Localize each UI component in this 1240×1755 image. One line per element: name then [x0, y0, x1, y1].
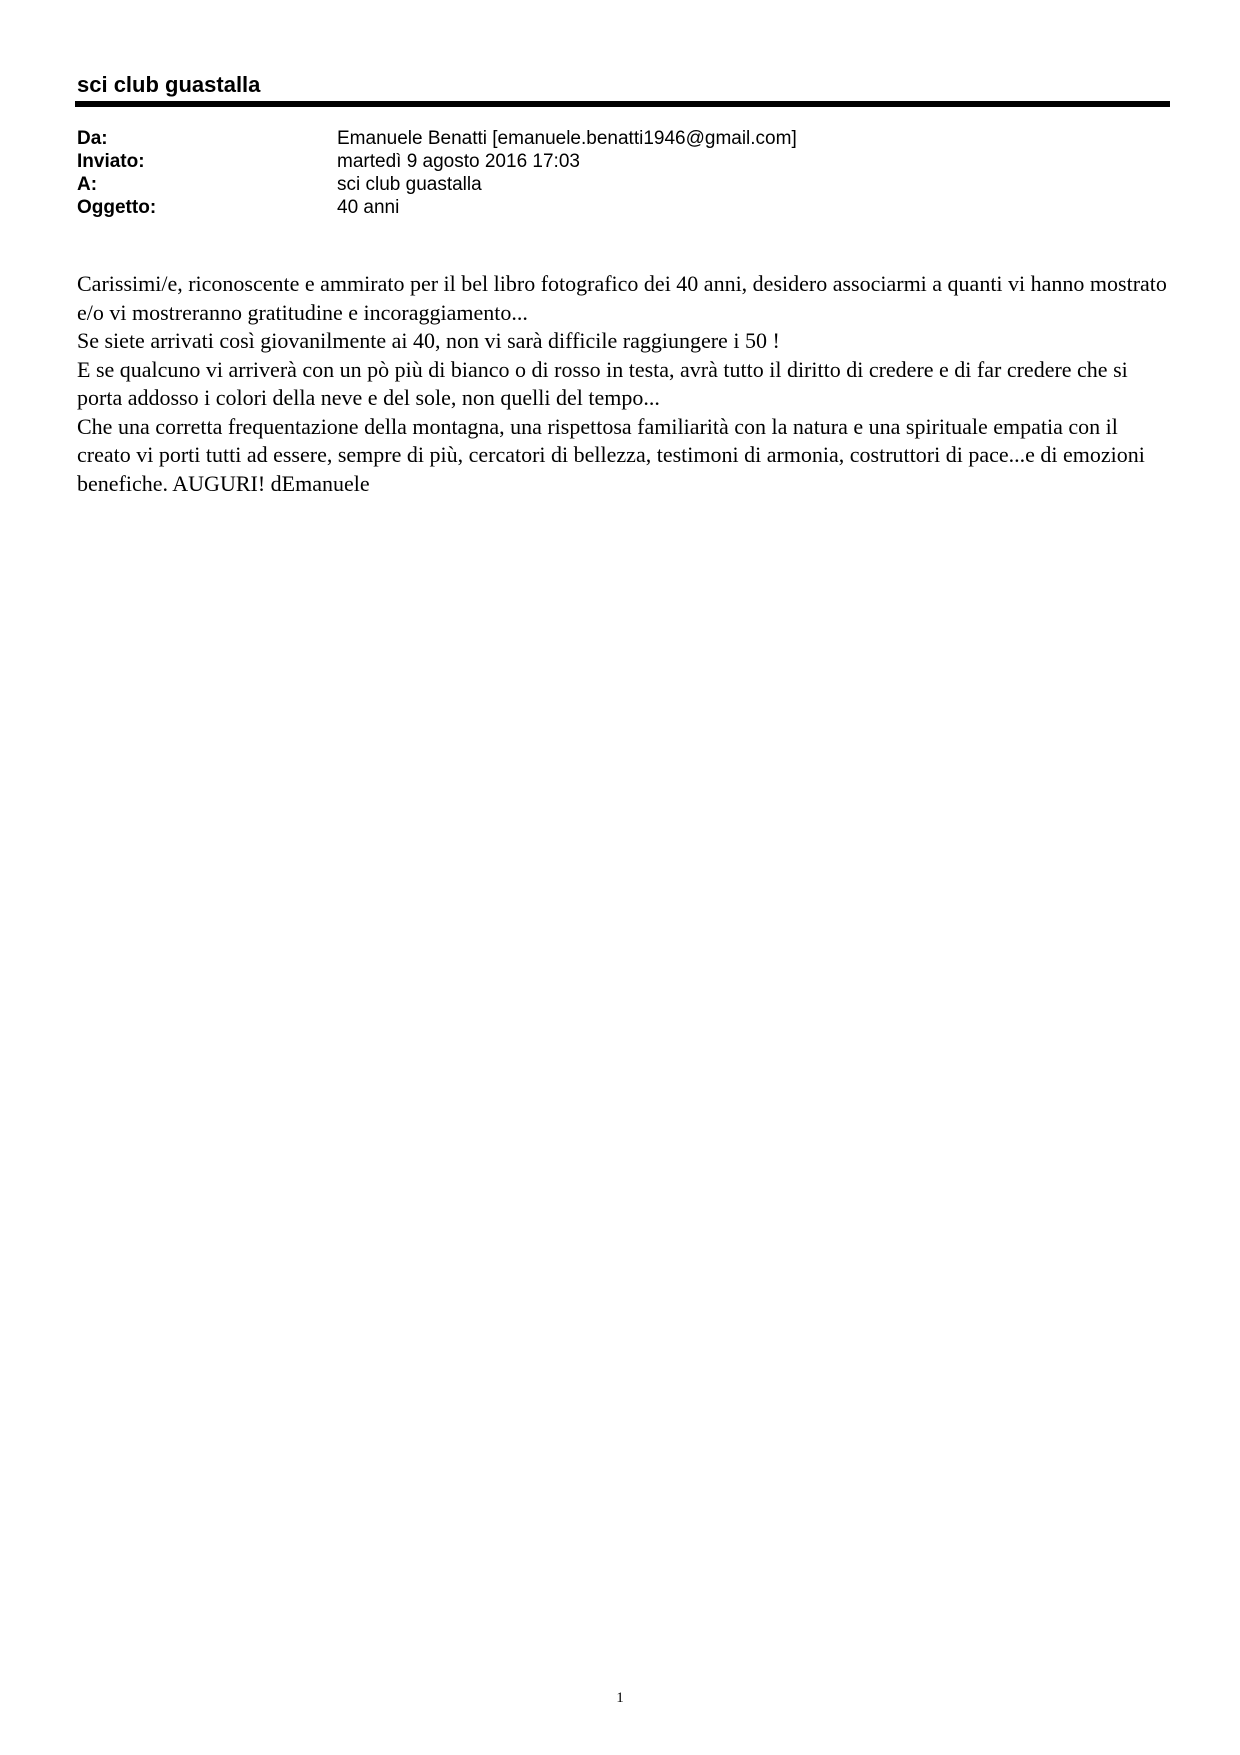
- mailbox-title: sci club guastalla: [77, 72, 261, 97]
- body-paragraph: Se siete arrivati così giovanilmente ai 40, non vi sarà difficile raggiungere i 50 !: [77, 328, 780, 353]
- title-divider: [75, 101, 1170, 107]
- from-label: Da:: [77, 128, 108, 149]
- from-value: Emanuele Benatti [emanuele.benatti1946@gmail.com]: [337, 128, 797, 149]
- page-number: 1: [616, 1690, 624, 1706]
- sent-label: Inviato:: [77, 151, 145, 172]
- subject-label: Oggetto:: [77, 197, 157, 218]
- header-row-subject: [77, 196, 797, 219]
- body-paragraph: E se qualcuno vi arriverà con un pò più di bianco o di rosso in testa, avrà tutto il diritto di credere e di far credere che si porta addosso i colori della neve e del sole, non quelli del tempo...: [77, 356, 1128, 410]
- body-paragraph: Che una corretta frequentazione della montagna, una rispettosa familiarità con la natura e una spirituale empatia con il creato vi porti tutti ad essere, sempre di più, cercatori di bellezza, testimoni di armonia, costruttori di pace...e di emozioni benefiche. AUGURI! dEmanuele: [77, 413, 1145, 496]
- to-label: A:: [77, 174, 98, 195]
- message-body: [77, 270, 1177, 498]
- email-header: [77, 127, 797, 219]
- sent-value: martedì 9 agosto 2016 17:03: [337, 151, 580, 172]
- header-row-from: [77, 127, 797, 150]
- header-row-to: [77, 173, 797, 196]
- to-value: sci club guastalla: [337, 174, 482, 195]
- subject-value: 40 anni: [337, 197, 400, 218]
- body-paragraph: Carissimi/e, riconoscente e ammirato per il bel libro fotografico dei 40 anni, desidero associarmi a quanti vi hanno mostrato e/o vi mostreranno gratitudine e incoraggiamento...: [77, 271, 1167, 325]
- header-row-sent: [77, 150, 797, 173]
